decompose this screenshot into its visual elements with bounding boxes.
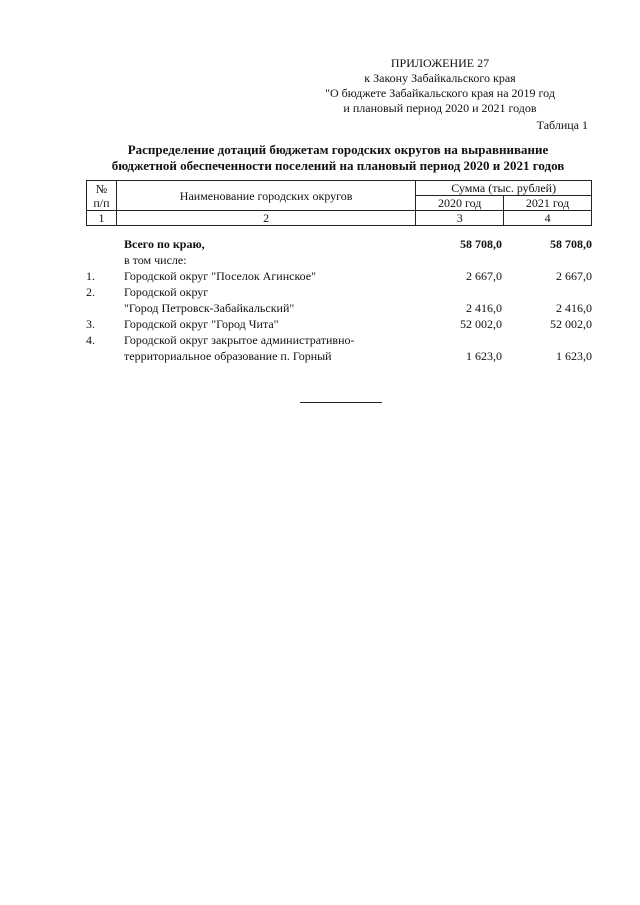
table-row: [86, 316, 592, 332]
row-name: Городской округ закрытое административно-: [124, 333, 355, 347]
table-row-continuation: [86, 300, 592, 316]
row-value-2020: 52 002,0: [460, 317, 502, 331]
header-num: [87, 181, 117, 211]
header-year-2020: 2020 год: [416, 196, 504, 211]
header-num-pp: п/п: [93, 195, 110, 210]
row-number: 3.: [86, 317, 95, 331]
appendix-header: [310, 56, 570, 116]
row-value-2020: 1 623,0: [466, 349, 502, 363]
table-row: [86, 284, 592, 300]
header-sum: Сумма (тыс. рублей): [416, 181, 592, 196]
row-number: 1.: [86, 269, 95, 283]
table-header: [86, 180, 592, 226]
document-title: [78, 142, 598, 174]
table-label: Таблица 1: [536, 118, 588, 132]
appendix-law-title-cont: и плановый период 2020 и 2021 годов: [343, 101, 537, 115]
appendix-law-ref: к Закону Забайкальского края: [364, 71, 516, 85]
appendix-law-title: "О бюджете Забайкальского края на 2019 год: [325, 86, 555, 100]
closing-rule: [300, 402, 382, 403]
appendix-number: ПРИЛОЖЕНИЕ 27: [390, 56, 490, 70]
header-num-symbol: №: [95, 181, 108, 196]
row-value-2021: 1 623,0: [556, 349, 592, 363]
table-body: [86, 236, 592, 364]
total-2021: 58 708,0: [550, 237, 592, 251]
row-value-2020: 2 416,0: [466, 301, 502, 315]
title-line-1: Распределение дотаций бюджетам городских округов на выравнивание: [127, 142, 549, 157]
column-number-2: 2: [116, 211, 415, 226]
row-number: 4.: [86, 333, 95, 347]
column-number-3: 3: [416, 211, 504, 226]
column-number-1: 1: [87, 211, 117, 226]
table-row-continuation: [86, 348, 592, 364]
total-2020: 58 708,0: [460, 237, 502, 251]
row-value-2020: 2 667,0: [466, 269, 502, 283]
including-label: в том числе:: [124, 253, 187, 267]
row-value-2021: 2 667,0: [556, 269, 592, 283]
header-name: Наименование городских округов: [116, 181, 415, 211]
total-label: Всего по краю,: [124, 237, 205, 251]
row-name-cont: "Город Петровск-Забайкальский": [124, 301, 295, 315]
row-name: Городской округ "Город Чита": [124, 317, 279, 331]
including-row: [86, 252, 592, 268]
header-year-2021: 2021 год: [504, 196, 592, 211]
column-number-4: 4: [504, 211, 592, 226]
title-line-2: бюджетной обеспеченности поселений на плановый период 2020 и 2021 годов: [111, 158, 565, 173]
row-name-cont: территориальное образование п. Горный: [124, 349, 332, 363]
table-row: [86, 268, 592, 284]
row-name: Городской округ "Поселок Агинское": [124, 269, 317, 283]
row-value-2021: 2 416,0: [556, 301, 592, 315]
row-value-2021: 52 002,0: [550, 317, 592, 331]
table-row: [86, 332, 592, 348]
total-row: [86, 236, 592, 252]
row-number: 2.: [86, 285, 95, 299]
row-name: Городской округ: [124, 285, 209, 299]
